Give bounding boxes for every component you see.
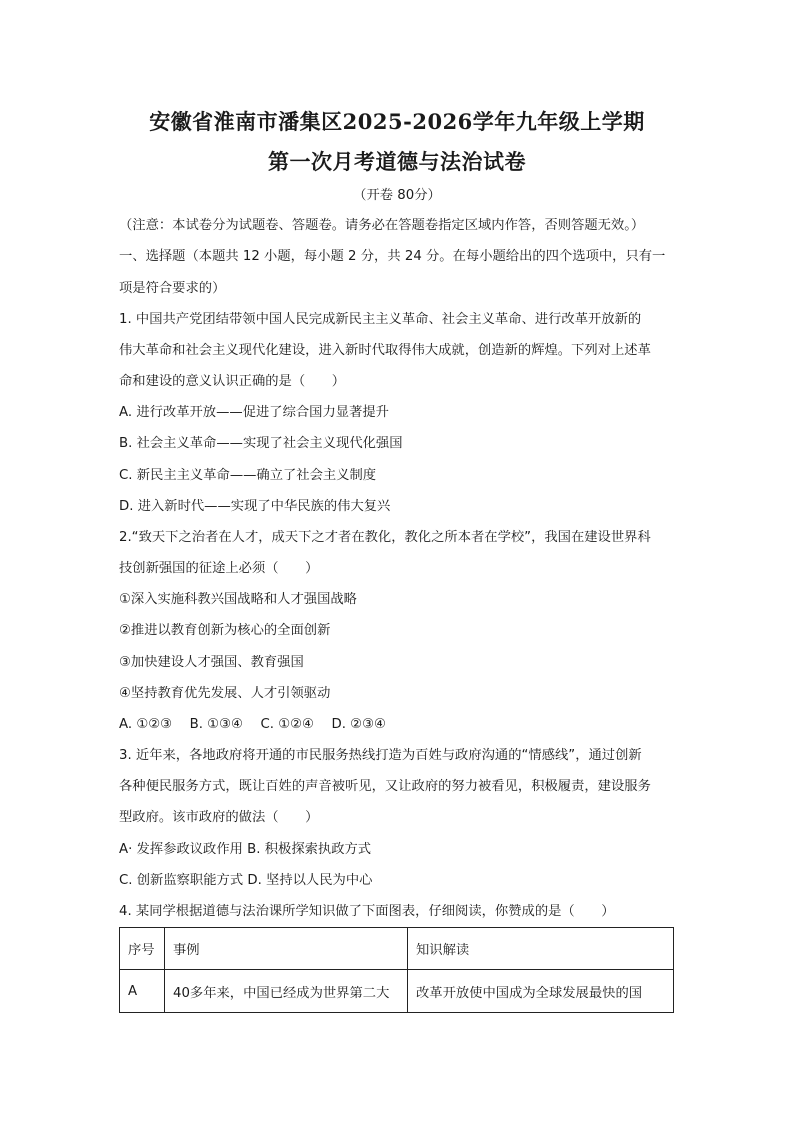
q4-table-header-row — [120, 928, 674, 970]
q4-table — [119, 927, 674, 1013]
q2-stem-line1: 2.“致天下之治者在人才，成天下之才者在教化，教化之所本者在学校”，我国在建设世界科 — [119, 530, 651, 545]
q3-options-ab: A· 发挥参政议政作用 B. 积极探索执政方式 — [119, 842, 372, 857]
q4-header-example: 事例 — [165, 928, 408, 970]
q4-header-interpretation: 知识解读 — [408, 928, 674, 970]
q3-stem-line3: 型政府。该市政府的做法（ ） — [119, 810, 319, 825]
exam-title-line2: 第一次月考道德与法治试卷 — [268, 149, 526, 174]
q4-row-a-interpretation: 改革开放使中国成为全球发展最快的国 — [408, 970, 674, 1013]
exam-title-line1: 安徽省淮南市潘集区2025-2026学年九年级上学期 — [149, 109, 645, 134]
section1-instructions-line2: 项是符合要求的） — [119, 281, 226, 296]
q2-stem-line2: 技创新强国的征途上必须（ ） — [119, 561, 319, 576]
q1-option-d: D. 进入新时代——实现了中华民族的伟大复兴 — [119, 499, 391, 514]
q4-row-a-index: A — [120, 970, 165, 1013]
section1-instructions-line1: 一、选择题（本题共 12 小题，每小题 2 分，共 24 分。在每小题给出的四个选项中，只有一 — [119, 249, 666, 264]
q1-option-c: C. 新民主主义革命——确立了社会主义制度 — [119, 468, 377, 483]
q1-stem-line3: 命和建设的意义认识正确的是（ ） — [119, 374, 346, 389]
q2-item-2: ②推进以教育创新为核心的全面创新 — [119, 623, 331, 638]
q3-options-cd: C. 创新监察职能方式 D. 坚持以人民为中心 — [119, 873, 373, 888]
q4-row-a-example: 40多年来，中国已经成为世界第二大 — [165, 970, 408, 1013]
q2-item-3: ③加快建设人才强国、教育强国 — [119, 655, 304, 670]
exam-subtitle: （开卷 80分） — [353, 188, 441, 203]
q2-item-1: ①深入实施科教兴国战略和人才强国战略 — [119, 592, 357, 607]
q2-item-4: ④坚持教育优先发展、人才引领驱动 — [119, 686, 331, 701]
q1-stem-line1: 1. 中国共产党团结带领中国人民完成新民主主义革命、社会主义革命、进行改革开放新的 — [119, 312, 642, 327]
q2-options: A. ①②③ B. ①③④ C. ①②④ D. ②③④ — [119, 717, 386, 732]
exam-note: （注意：本试卷分为试题卷、答题卷。请务必在答题卷指定区域内作答，否则答题无效。） — [119, 218, 645, 233]
table-row — [120, 970, 674, 1013]
q3-stem-line1: 3. 近年来，各地政府将开通的市民服务热线打造为百姓与政府沟通的“情感线”，通过创新 — [119, 748, 642, 763]
q1-option-b: B. 社会主义革命——实现了社会主义现代化强国 — [119, 436, 403, 451]
q3-stem-line2: 各种便民服务方式，既让百姓的声音被听见，又让政府的努力被看见，积极履责，建设服务 — [119, 779, 651, 794]
q1-stem-line2: 伟大革命和社会主义现代化建设，进入新时代取得伟大成就，创造新的辉煌。下列对上述革 — [119, 343, 651, 358]
q4-header-index: 序号 — [120, 928, 165, 970]
q1-option-a: A. 进行改革开放——促进了综合国力显著提升 — [119, 405, 389, 420]
q4-stem: 4. 某同学根据道德与法治课所学知识做了下面图表，仔细阅读，你赞成的是（ ） — [119, 904, 615, 919]
